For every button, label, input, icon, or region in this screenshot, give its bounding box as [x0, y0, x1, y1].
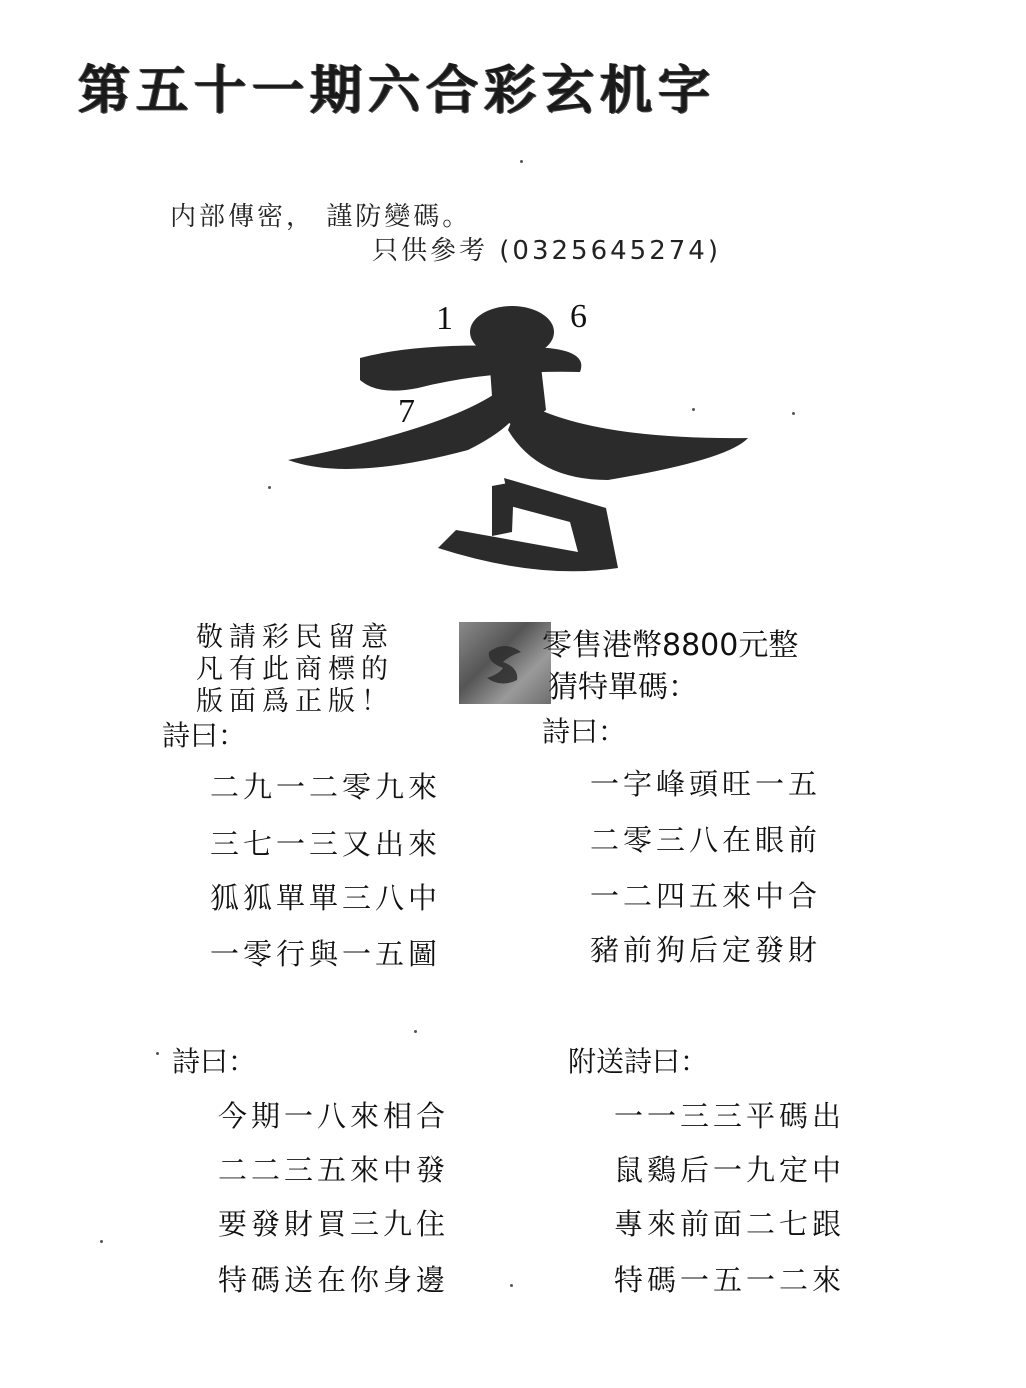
- poem-3-line-1: 今期一八來相合: [218, 1099, 450, 1133]
- scan-speck: [414, 1030, 417, 1033]
- poem-1-line-2: 三七一三又出來: [210, 827, 442, 861]
- poem-4-label: 附送詩曰：: [568, 1045, 709, 1078]
- poem-4-line-1: 一一三三平碼出: [614, 1099, 846, 1133]
- poem-1-label: 詩曰：: [162, 719, 247, 752]
- notice-line-2: 只供參考 (0325645274): [372, 236, 721, 266]
- notice-line-1: 内部傳密， 謹防變碼。: [170, 202, 472, 232]
- poem-3-line-2: 二二三五來中發: [218, 1153, 450, 1187]
- poem-1-line-1: 二九一二零九來: [210, 770, 442, 804]
- poem-4-line-4: 特碼一五一二來: [614, 1263, 846, 1297]
- poem-3-line-3: 要發財買三九住: [218, 1207, 450, 1241]
- scan-speck: [156, 1052, 159, 1055]
- scan-speck: [792, 412, 795, 415]
- trademark-note: [196, 622, 394, 718]
- page-title: 第五十一期六合彩玄机字: [78, 61, 717, 121]
- poem-2-line-3: 一二四五來中合: [590, 879, 822, 913]
- poem-2-label: 詩曰：: [542, 715, 627, 748]
- scan-speck: [692, 408, 695, 411]
- scan-speck: [520, 160, 523, 163]
- price-line-2: 猜特單碼：: [548, 670, 698, 705]
- price-line-1: 零售港幣8800元整: [542, 628, 799, 663]
- trademark-note-line-1: 敬請彩民留意: [196, 622, 394, 653]
- glyph-digit-2: 6: [570, 298, 587, 335]
- trademark-note-line-3: 版面爲正版！: [196, 686, 394, 717]
- scan-speck: [510, 1284, 513, 1287]
- glyph-digit-3: 7: [398, 393, 415, 430]
- trademark-note-line-2: 凡有此商標的: [196, 654, 394, 685]
- poem-4-line-3: 專來前面二七跟: [614, 1207, 846, 1241]
- poem-2-line-1: 一字峰頭旺一五: [590, 767, 822, 801]
- poem-3-label: 詩曰：: [172, 1045, 257, 1078]
- poem-2-line-4: 豬前狗后定發財: [590, 933, 822, 967]
- poem-4-line-2: 鼠鷄后一九定中: [614, 1153, 846, 1187]
- poem-1-line-4: 一零行與一五圖: [210, 937, 442, 971]
- poem-2-line-2: 二零三八在眼前: [590, 823, 822, 857]
- glyph-digit-1: 1: [436, 300, 453, 337]
- trademark-logo-icon: [459, 622, 551, 704]
- mystic-glyph-icon: [288, 300, 768, 590]
- scan-speck: [268, 486, 271, 489]
- scan-speck: [100, 1240, 103, 1243]
- poem-3-line-4: 特碼送在你身邊: [218, 1263, 450, 1297]
- poem-1-line-3: 狐狐單單三八中: [210, 881, 442, 915]
